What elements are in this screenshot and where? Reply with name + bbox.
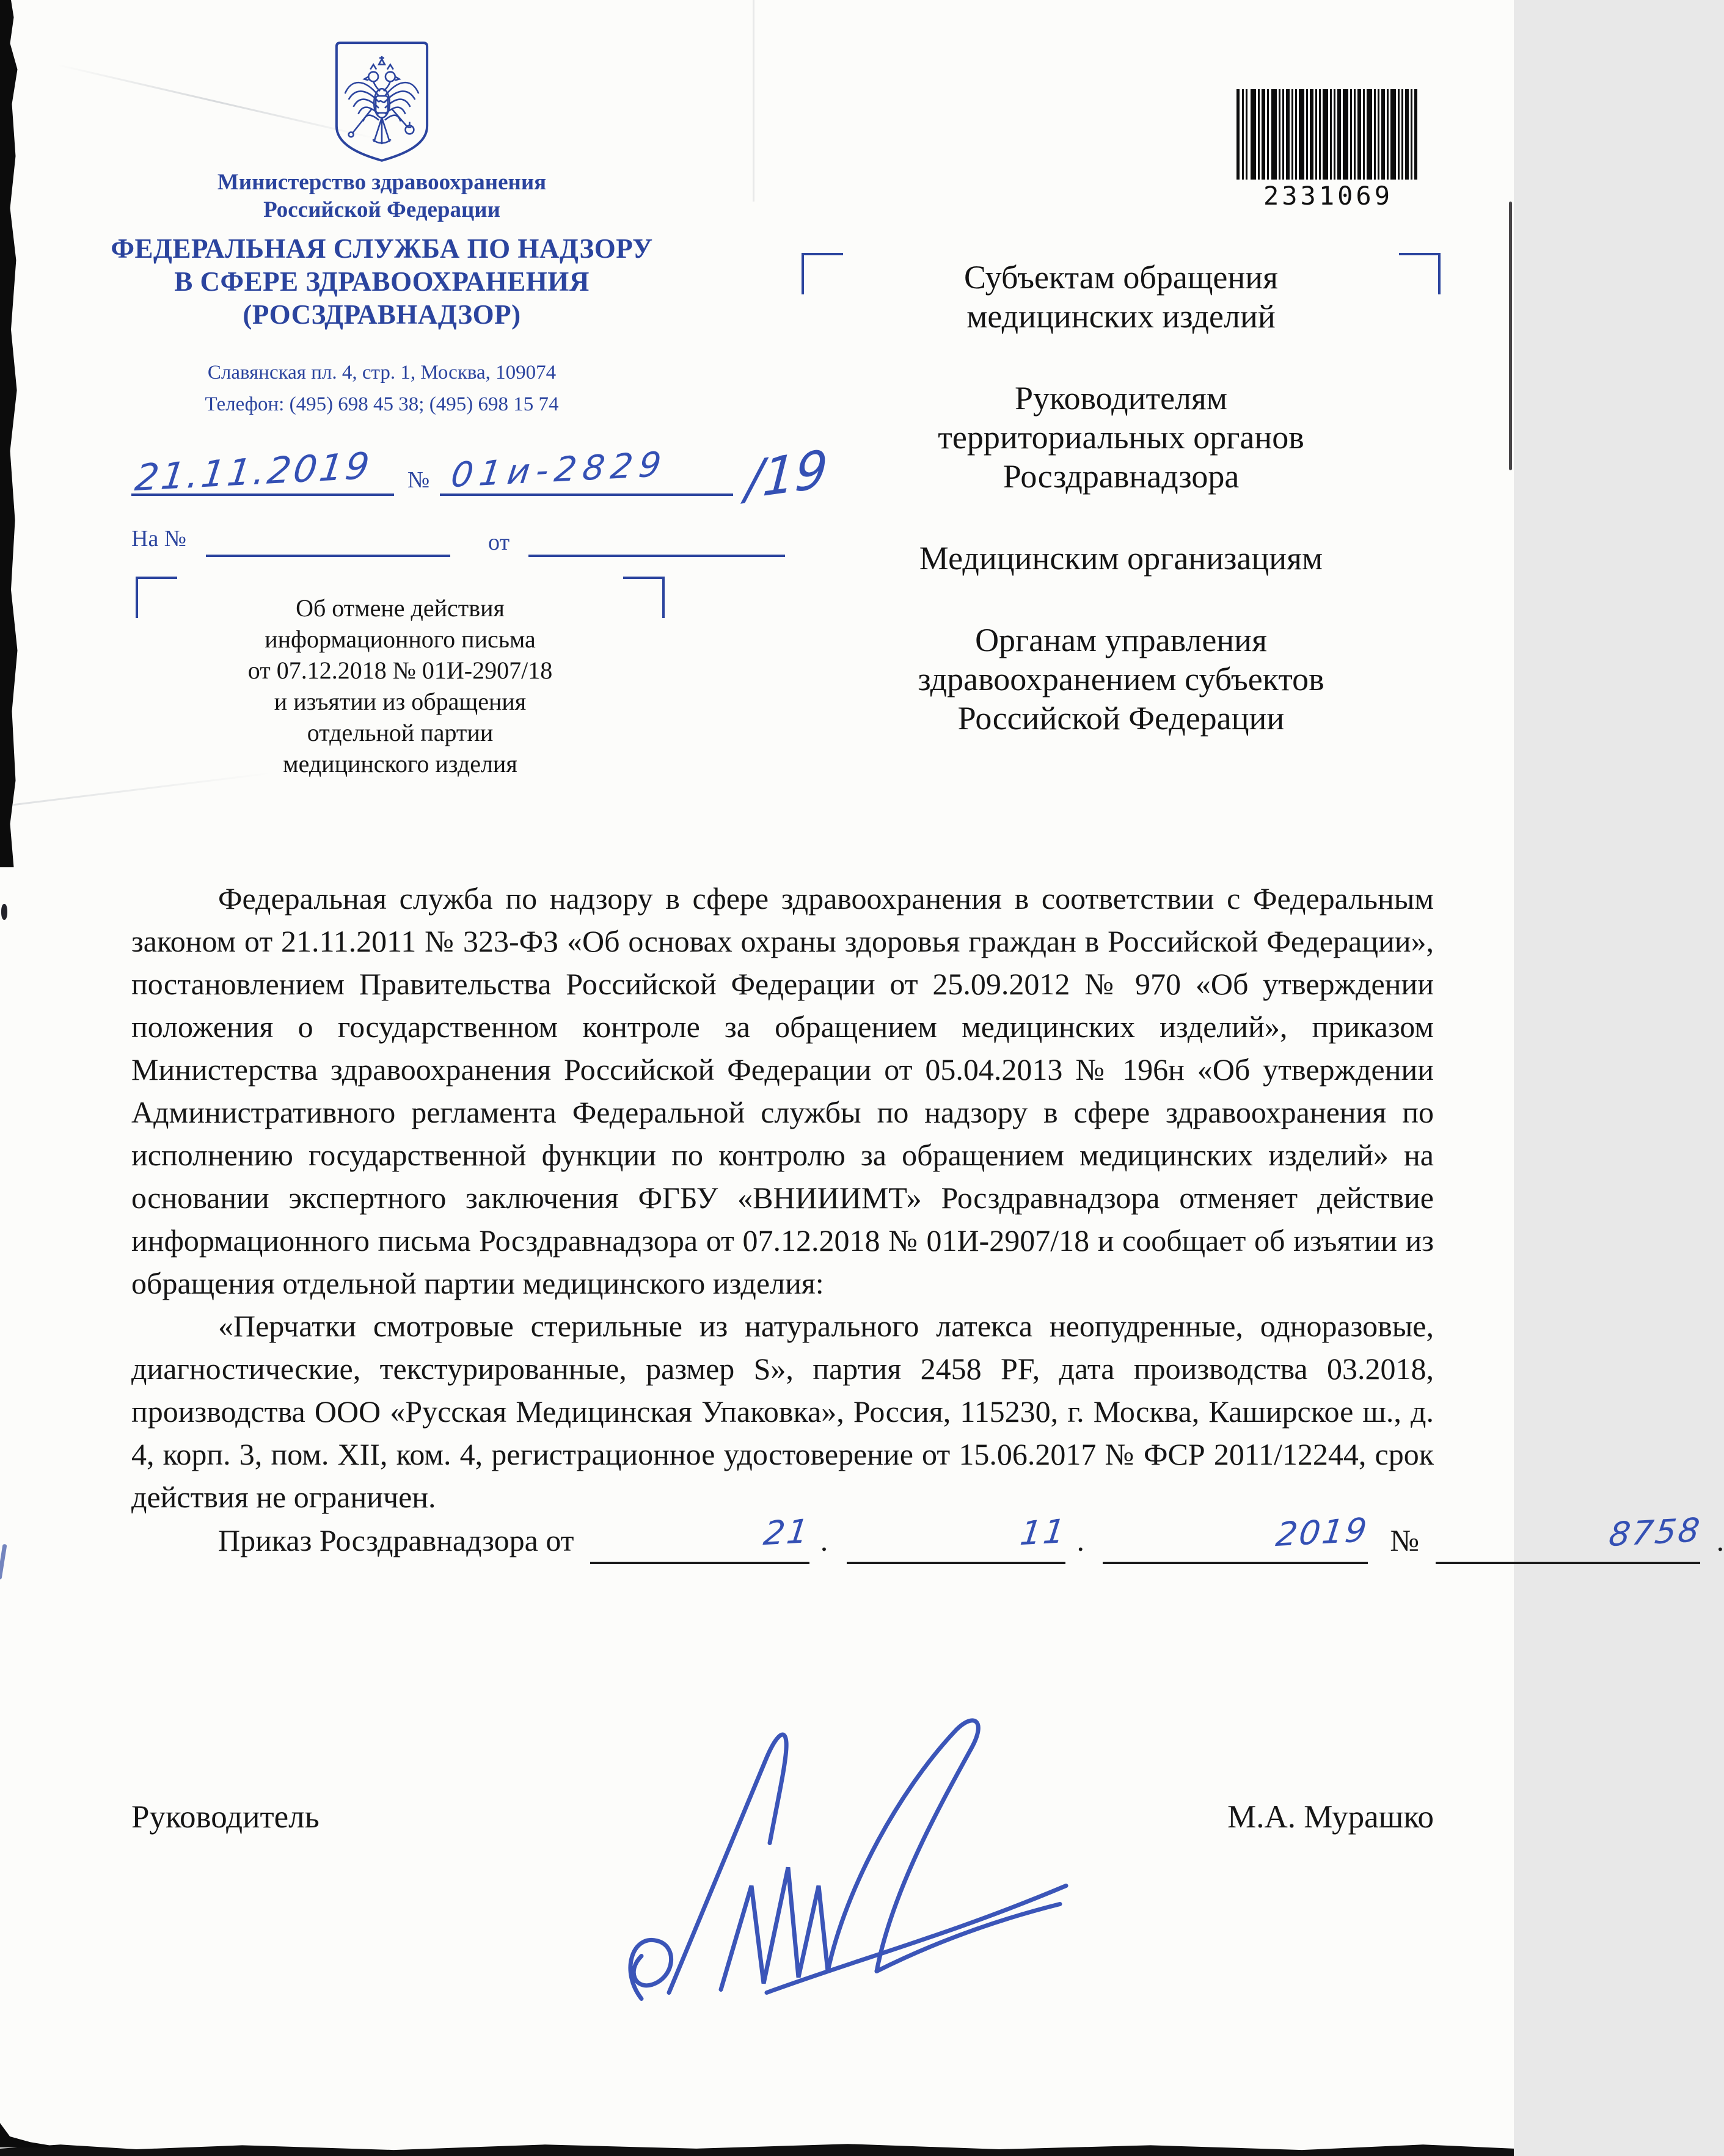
registration-line	[131, 428, 895, 511]
recipient-line: Медицинским организациям	[919, 540, 1323, 577]
scan-edge-bottom	[0, 2143, 1514, 2156]
recipient-group	[802, 539, 1441, 578]
handwritten-order-year: 2019	[1274, 1510, 1372, 1554]
signer-name: М.А. Мурашко	[1227, 1799, 1434, 1835]
corner-mark	[623, 577, 665, 618]
corner-mark	[136, 577, 177, 618]
ministry-line1: Министерство здравоохранения	[217, 170, 547, 195]
corner-mark	[802, 253, 843, 294]
scan-edge-left	[0, 0, 18, 867]
subject-line: и изъятии из обращения	[274, 688, 527, 715]
blank-line	[1103, 1510, 1372, 1564]
ministry-line2: Российской Федерации	[263, 197, 500, 222]
service-line3: (РОСЗДРАВНАДЗОР)	[243, 299, 521, 330]
number-sign: №	[1390, 1523, 1420, 1557]
subject-line: Об отмене действия	[296, 594, 505, 622]
blank-line	[847, 1512, 1069, 1564]
recipient-group	[802, 258, 1441, 336]
reply-reference-line	[131, 523, 895, 562]
recipient-line: Росздравнадзора	[1003, 458, 1240, 495]
recipient-line: медицинских изделий	[966, 298, 1276, 335]
recipient-line: Руководителям	[1015, 380, 1227, 417]
scan-edge-bottom-blob	[0, 2123, 55, 2147]
dot-separator: .	[820, 1523, 828, 1557]
ministry-name	[92, 169, 672, 224]
reply-from-label: от	[488, 530, 510, 555]
handwritten-order-day: 21	[761, 1512, 813, 1553]
recipients-block	[802, 253, 1441, 738]
address-line: Славянская пл. 4, стр. 1, Москва, 109074	[207, 362, 557, 384]
order-reference-line	[131, 1510, 1724, 1564]
recipient-line: Российской Федерации	[957, 700, 1285, 737]
russian-coat-of-arms-icon	[331, 38, 433, 165]
barcode-icon	[1236, 89, 1420, 180]
paper-fold-line	[753, 0, 754, 202]
blank-line	[528, 555, 785, 557]
recipients-list	[802, 253, 1441, 738]
scan-speck	[1, 904, 7, 920]
letterhead	[92, 38, 672, 420]
service-line1: ФЕДЕРАЛЬНАЯ СЛУЖБА ПО НАДЗОРУ	[111, 233, 653, 264]
dot-separator: .	[1076, 1523, 1084, 1557]
handwritten-order-number: 8758	[1606, 1510, 1704, 1554]
pen-mark	[0, 1544, 7, 1579]
order-period: .	[1716, 1523, 1724, 1557]
blank-line	[440, 493, 733, 496]
subject-text	[136, 577, 665, 779]
recipient-line: здравоохранением субъектов	[918, 661, 1324, 697]
body-paragraph-1: Федеральная служба по надзору в сфере здравоохранения в соответствии с Федеральным законом от 21.11.2011 № 323-ФЗ «Об основах охраны здоровья граждан в Российской Федерации», постановлением Правительства Российской Федерации от 25.09.2012 № 970 «Об утверждении положения о государственном контроле за обращением медицинских изделий», приказом Министерства здравоохранения Российской Федерации от 05.04.2013 № 196н «Об утверждении Административного регламента Федеральной службы по надзору в сфере здравоохранения по исполнению государственной функции по контролю за обращением медицинских изделий» на основании экспертного заключения ФГБУ «ВНИИИМТ» Росздравнадзора отменяет действие информационного письма Росздравнадзора от 07.12.2018 № 01И-2907/18 и сообщает об изъятии из обращения отдельной партии медицинского изделия:	[131, 881, 1434, 1300]
service-line2: В СФЕРЕ ЗДРАВООХРАНЕНИЯ	[174, 266, 590, 297]
recipient-line: Органам управления	[975, 622, 1267, 658]
recipient-group	[802, 379, 1441, 496]
signature-ink	[583, 1683, 1097, 2016]
reply-prefix: На №	[131, 526, 187, 552]
barcode	[1234, 89, 1422, 211]
recipient-group	[802, 621, 1441, 738]
letter-body	[131, 877, 1724, 1564]
recipient-line: территориальных органов	[938, 419, 1304, 456]
subject-block	[136, 577, 665, 779]
order-prefix: Приказ Росздравнадзора от	[218, 1523, 574, 1557]
scan-edge-right	[1509, 202, 1512, 470]
handwritten-number-suffix: /19	[743, 438, 830, 511]
corner-mark	[1399, 253, 1441, 294]
handwritten-order-month: 11	[1018, 1512, 1069, 1553]
blank-line	[590, 1512, 813, 1564]
subject-line: отдельной партии	[307, 719, 494, 746]
barcode-digits: 2331069	[1263, 181, 1393, 211]
handwritten-date: 21.11.2019	[133, 445, 374, 500]
recipient-line: Субъектам обращения	[963, 259, 1279, 296]
subject-line: от 07.12.2018 № 01И-2907/18	[247, 657, 553, 684]
blank-line	[1436, 1510, 1704, 1564]
service-name	[92, 232, 672, 331]
signer-position-title: Руководитель	[131, 1799, 320, 1835]
blank-line	[206, 555, 450, 557]
handwritten-number: 01и-2829	[448, 444, 670, 496]
contact-block	[92, 357, 672, 420]
body-paragraph-2: «Перчатки смотровые стерильные из натурального латекса неопудренные, одноразовые, диагностические, текстурированные, размер S», партия 2458 PF, дата производства 03.2018, производства ООО «Русская Медицинская Упаковка», Россия, 115230, г. Москва, Каширское ш., д. 4, корп. 3, пом. XII, ком. 4, регистрационное удостоверение от 15.06.2017 № ФСР 2011/12244, срок действия не ограничен.	[131, 1309, 1434, 1514]
phone-line: Телефон: (495) 698 45 38; (495) 698 15 74	[205, 393, 559, 415]
subject-line: медицинского изделия	[283, 750, 517, 778]
number-sign: №	[407, 467, 430, 493]
subject-line: информационного письма	[265, 625, 536, 653]
blank-line	[131, 493, 394, 496]
